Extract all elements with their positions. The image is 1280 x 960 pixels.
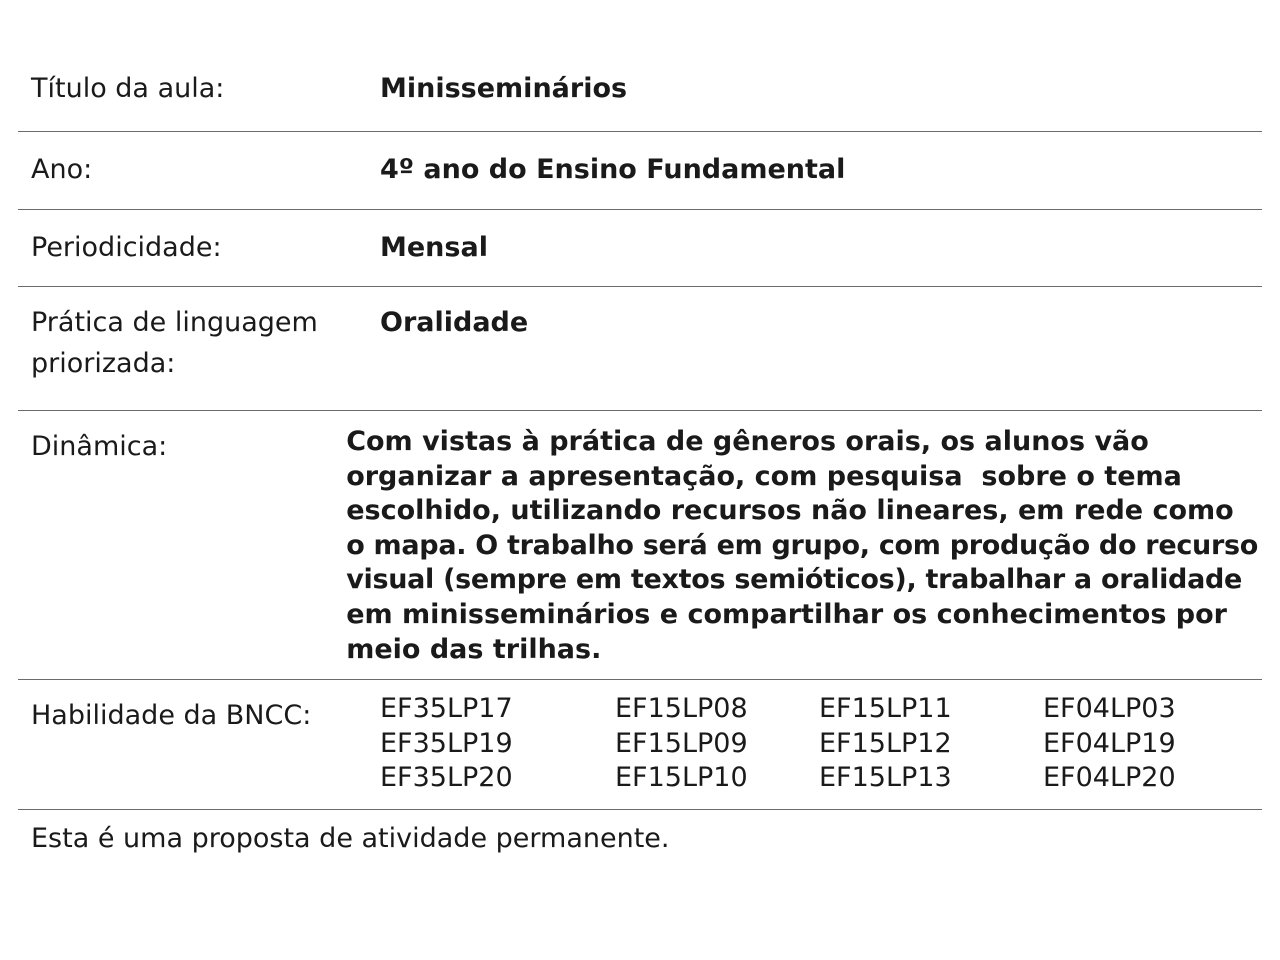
bncc-code: EF15LP11 — [819, 693, 952, 724]
bncc-code: EF15LP10 — [615, 762, 748, 794]
bncc-code: EF15LP13 — [819, 762, 952, 794]
dinamica-value — [346, 425, 1262, 679]
dinamica-line: escolhido, utilizando recursos não lineares, em rede como — [346, 495, 1234, 527]
bncc-code: EF15LP12 — [819, 727, 952, 759]
row-dinamica — [18, 411, 1262, 680]
dinamica-line: meio das trilhas. — [346, 633, 602, 665]
row-titulo — [18, 48, 1262, 132]
dinamica-line: Com vistas à prática de gêneros orais, os alunos vão — [346, 426, 1149, 457]
dinamica-label: Dinâmica: — [31, 431, 168, 462]
titulo-value: Minisseminários — [380, 73, 628, 104]
row-pratica — [18, 287, 1262, 411]
dinamica-line: o mapa. O trabalho será em grupo, com produção do recurso — [346, 529, 1258, 561]
pratica-value: Oralidade — [380, 307, 529, 338]
bncc-column — [1043, 692, 1243, 809]
bncc-column — [819, 692, 1043, 809]
bncc-code: EF04LP20 — [1043, 762, 1176, 794]
bncc-column — [380, 692, 615, 809]
bncc-code: EF15LP08 — [615, 693, 748, 724]
titulo-label: Título da aula: — [31, 73, 225, 104]
row-ano — [18, 132, 1262, 210]
periodicidade-value: Mensal — [380, 232, 488, 263]
bncc-code: EF15LP09 — [615, 727, 748, 759]
ano-label: Ano: — [31, 154, 93, 185]
row-habilidade — [18, 680, 1262, 810]
bncc-code: EF35LP19 — [380, 727, 513, 759]
pratica-label: Prática de linguagem priorizada: — [31, 307, 318, 379]
dinamica-line: visual (sempre em textos semióticos), trabalhar a oralidade — [346, 564, 1243, 596]
ano-value: 4º ano do Ensino Fundamental — [380, 154, 846, 185]
bncc-code: EF04LP03 — [1043, 693, 1176, 724]
dinamica-line: em minisseminários e compartilhar os conhecimentos por — [346, 598, 1227, 630]
row-periodicidade — [18, 210, 1262, 287]
bncc-code: EF35LP17 — [380, 693, 513, 724]
bncc-code: EF35LP20 — [380, 762, 513, 794]
periodicidade-label: Periodicidade: — [31, 232, 222, 263]
lesson-plan-table — [18, 48, 1262, 859]
footer-note: Esta é uma proposta de atividade permanente. — [31, 823, 670, 854]
bncc-column — [615, 692, 819, 809]
habilidade-label: Habilidade da BNCC: — [31, 700, 312, 731]
bncc-code: EF04LP19 — [1043, 727, 1176, 759]
bncc-codes — [380, 692, 1262, 809]
dinamica-line: organizar a apresentação, com pesquisa sobre o tema — [346, 460, 1182, 492]
